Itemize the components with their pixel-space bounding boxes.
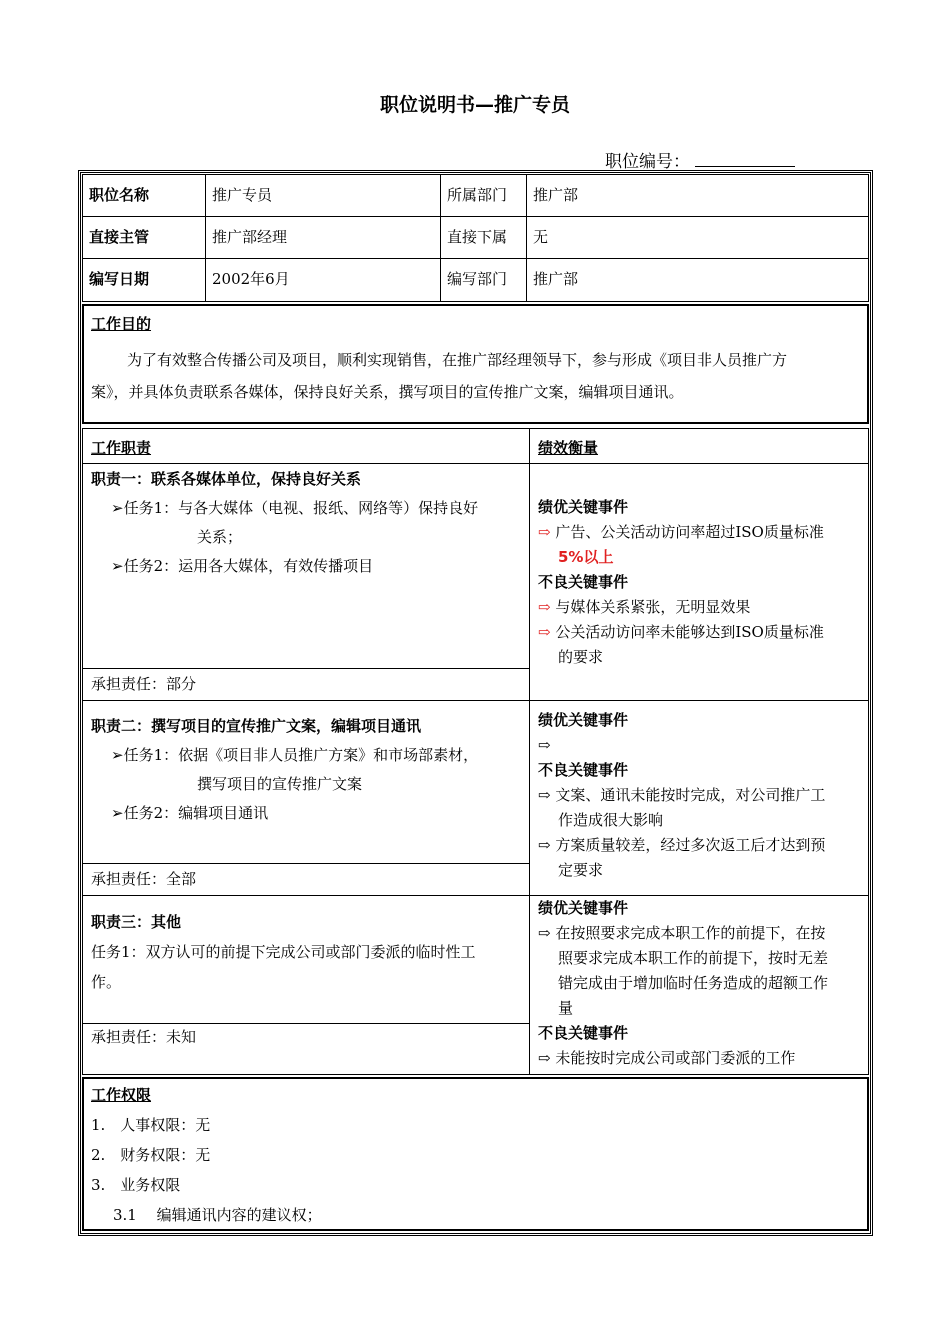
label-date: 编写日期 [89,270,150,288]
hollow-arrow-icon: ⇨ [538,736,551,754]
label-author-dept: 编写部门 [447,270,508,288]
value-department: 推广部 [533,186,579,204]
duty2-performance: 绩优关键事件 ⇨ 不良关键事件 ⇨ 文案、通讯未能按时完成，对公司推广工 作造成很大影响 ⇨ 方案质量较差，经过多次返工后才达到预 定要求 [538,711,826,879]
position-number-blank [695,152,795,167]
duty2-responsibility: 承担责任：全部 [91,870,197,888]
position-number-label: 职位编号： [605,152,690,172]
label-supervisor: 直接主管 [89,228,150,246]
value-date: 2002年6月 [212,270,290,288]
purpose-heading: 工作目的 [91,315,152,333]
position-number [605,147,795,172]
page-title: 职位说明书—推广专员 [379,94,570,116]
duty3-responsibility: 承担责任：未知 [91,1028,197,1046]
duty1-responsibility: 承担责任：部分 [91,675,197,693]
duty3-block: 职责三：其他 任务1：双方认可的前提下完成公司或部门委派的临时性工 作。 [91,913,476,991]
label-department: 所属部门 [447,186,508,204]
hollow-arrow-icon: ⇨ [538,836,551,854]
hollow-arrow-icon: ⇨ [538,523,551,541]
label-position-name: 职位名称 [89,186,150,204]
value-author-dept: 推广部 [533,270,579,288]
hollow-arrow-icon: ⇨ [538,924,551,942]
hollow-arrow-icon: ⇨ [538,1049,551,1067]
hollow-arrow-icon: ⇨ [538,786,551,804]
duty2-block: 职责二：撰写项目的宣传推广文案，编辑项目通讯 ➢任务1：依据《项目非人员推广方案》和市场部素材， 撰写项目的宣传推广文案 ➢任务2：编辑项目通讯 [91,717,479,822]
hollow-arrow-icon: ⇨ [538,598,551,616]
value-supervisor: 推广部经理 [212,228,288,246]
duties-heading: 工作职责 [91,439,152,457]
hollow-arrow-icon: ⇨ [538,623,551,641]
duty1-block: 职责一：联系各媒体单位，保持良好关系 ➢任务1：与各大媒体（电视、报纸、网络等）保持良好 关系； ➢任务2：运用各大媒体，有效传播项目 [91,470,479,575]
purpose-text: 为了有效整合传播公司及项目，顺利实现销售，在推广部经理领导下，参与形成《项目非人员推广方 案》，并具体负责联系各媒体，保持良好关系，撰写项目的宣传推广文案，编辑项目通讯。 [91,351,788,401]
duty3-performance: 绩优关键事件 ⇨ 在按照要求完成本职工作的前提下，在按 照要求完成本职工作的前提下，按时无差 错完成由于增加临时任务造成的超额工作 量 不良关键事件 ⇨ 未能按时完成公司或部门委派的工作 [538,899,829,1067]
performance-heading: 绩效衡量 [538,439,599,457]
authority-list: 工作权限 1. 人事权限：无 2. 财务权限：无 3. 业务权限 3.1 编辑通讯内容的建议权； [91,1086,322,1224]
value-position-name: 推广专员 [212,186,273,204]
label-subordinate: 直接下属 [447,228,508,246]
duty1-performance: 绩优关键事件 ⇨ 广告、公关活动访问率超过ISO质量标准 5%以上 不良关键事件 ⇨ 与媒体关系紧张，无明显效果 ⇨ 公关活动访问率未能够达到ISO质量标准 的要求 [538,498,824,666]
value-subordinate: 无 [533,228,549,246]
